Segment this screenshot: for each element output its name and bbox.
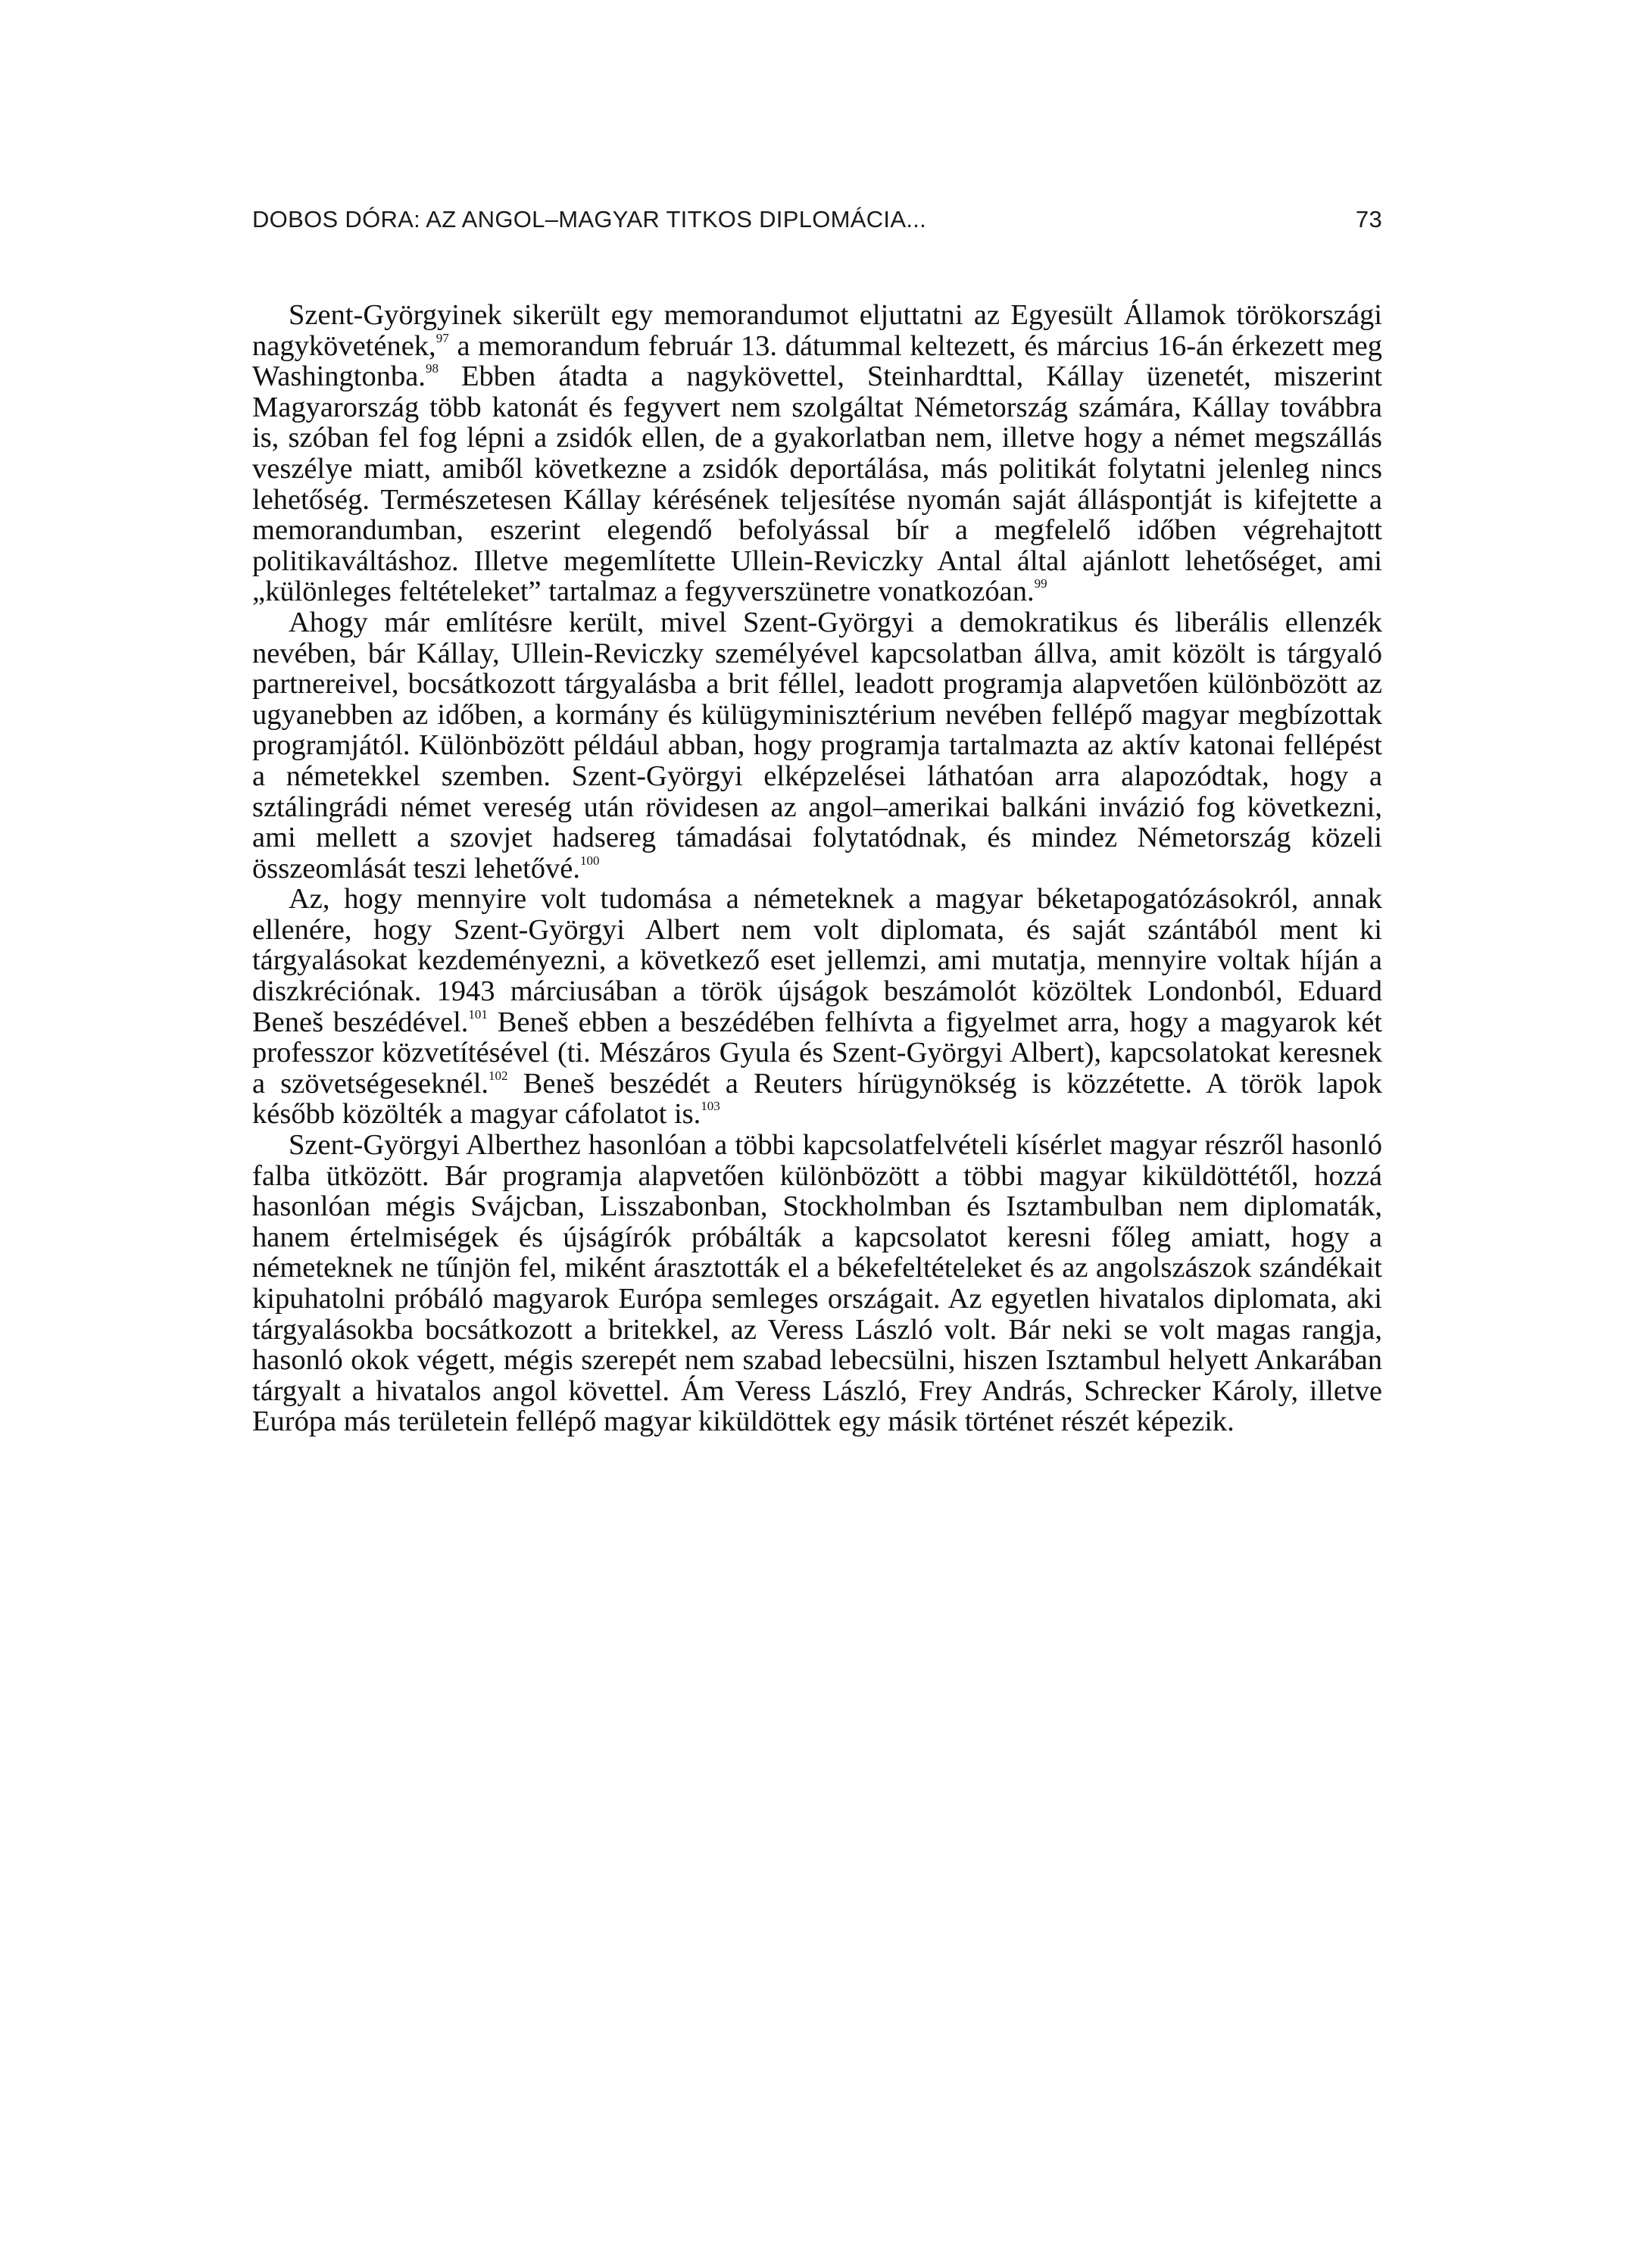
text-run: Ahogy már említésre került, mivel Szent-Györgyi a demokratikus és liberális ellenzék nevében, bár Kállay, Ullein-Reviczky személyével kapcsolatban állva, amit közölt is tárgyaló partnereivel, bocsátkozott tárgyalásba a brit féllel, leadott programja alapvetően különbözött az ugyanebben az időben, a kormány és külügyminisztérium nevében fellépő magyar megbízottak programjától. Különbözött például abban, hogy programja tartalmazta az aktív katonai fellépést a németekkel szemben. Szent-Györgyi elképzelései láthatóan arra alapozódtak, hogy a sztálingrádi német vereség után rövidesen az angol–amerikai balkáni invázió fog következni, ami mellett a szovjet hadsereg támadásai folytatódnak, és mindez Németország közeli összeomlását teszi lehetővé. xyxy=(252,606,1382,884)
paragraph xyxy=(252,300,1382,607)
paragraph xyxy=(252,884,1382,1130)
footnote-marker: 99 xyxy=(1034,576,1047,591)
running-header xyxy=(252,206,1382,239)
footnote-marker: 101 xyxy=(468,1006,488,1022)
text-run: Az, hogy mennyire volt tudomása a németeknek a magyar béketapogatózásokról, annak ellenére, hogy Szent-Györgyi Albert nem volt diplomata, és saját szántából ment ki tárgyalásokat kezdeményezni, a következő eset jellemzi, ami mutatja, mennyire voltak híján a diszkréciónak. 1943 márciusában a török újságok beszámolót közöltek Londonból, Eduard Beneš beszédével. xyxy=(252,883,1382,1038)
text-run: a memorandum február 13. dátummal keltezett, és március 16-án érkezett meg Washingtonba. xyxy=(252,329,1382,393)
text-run: Ebben átadta a nagykövettel, Steinhardttal, Kállay üzenetét, miszerint Magyarország több katonát és fegyvert nem szolgáltat Németország számára, Kállay továbbra is, szóban fel fog lépni a zsidók ellen, de a gyakorlatban nem, illetve hogy a német megszállás veszélye miatt, amiből következne a zsidók deportálása, más politikát folytatni jelenleg nincs lehetőség. Természetesen Kállay kérésének teljesítése nyomán saját álláspontját is kifejtette a memorandumban, eszerint elegendő befolyással bír a megfelelő időben végrehajtott politikaváltáshoz. Illetve megemlítette Ullein-Reviczky Antal által ajánlott lehetőséget, ami „különleges feltételeket” tartalmaz a fegyverszünetre vonatkozóan. xyxy=(252,360,1382,608)
paragraph xyxy=(252,607,1382,884)
text-run: Beneš beszédét a Reuters hírügynökség is közzétette. A török lapok később közölték a magyar cáfolatot is. xyxy=(252,1067,1382,1131)
footnote-marker: 103 xyxy=(701,1099,720,1114)
paragraph xyxy=(252,1130,1382,1437)
footnote-marker: 98 xyxy=(425,361,439,376)
footnote-marker: 100 xyxy=(579,853,600,868)
text-run: Szent-Györgyinek sikerült egy memorandumot eljuttatni az Egyesült Államok törökországi nagykövetének, xyxy=(252,299,1382,362)
page-number: 73 xyxy=(1355,206,1382,232)
text-run: Szent-Györgyi Alberthez hasonlóan a többi kapcsolatfelvételi kísérlet magyar részről hasonló falba ütközött. Bár programja alapvetően különbözött a többi magyar kiküldöttétől, hozzá hasonlóan mégis Svájcban, Lisszabonban, Stockholmban és Isztambulban nem diplomaták, hanem értelmiségek és újságírók próbálták a kapcsolatot keresni főleg amiatt, hogy a németeknek ne tűnjön fel, miként árasztották el a békefeltételeket és az angolszászok szándékait kipuhatolni próbáló magyarok Európa semleges országait. Az egyetlen hivatalos diplomata, aki tárgyalásokba bocsátkozott a britekkel, az Veress László volt. Bár neki se volt magas rangja, hasonló okok végett, mégis szerepét nem szabad lebecsülni, hiszen Isztambul helyett Ankarában tárgyalt a hivatalos angol követtel. Ám Veress László, Frey András, Schrecker Károly, illetve Európa más területein fellépő magyar kiküldöttek egy másik történet részét képezik. xyxy=(252,1129,1382,1438)
footnote-marker: 97 xyxy=(435,330,449,345)
footnote-marker: 102 xyxy=(489,1068,508,1083)
text-run: Beneš ebben a beszédében felhívta a figyelmet arra, hogy a magyarok két professzor közvetítésével (ti. Mészáros Gyula és Szent-Györgyi Albert), kapcsolatokat keresnek a szövetségeseknél. xyxy=(252,1006,1382,1100)
running-title: DOBOS DÓRA: AZ ANGOL–MAGYAR TITKOS DIPLOMÁCIA... xyxy=(252,206,927,232)
body-text xyxy=(252,300,1382,1437)
